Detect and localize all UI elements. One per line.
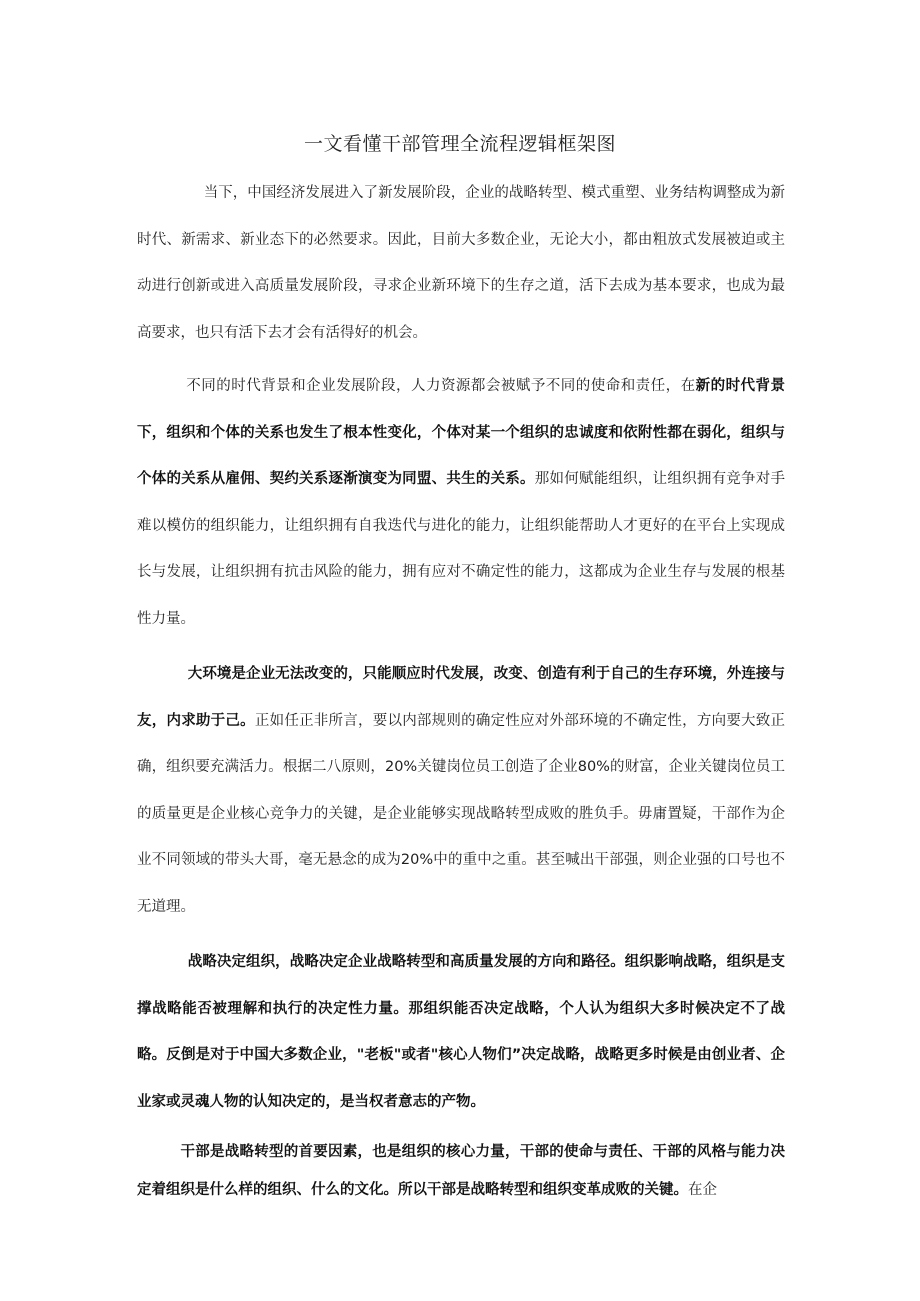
document-title: 一文看懂干部管理全流程逻辑框架图 — [303, 133, 616, 155]
paragraph-2 — [137, 363, 785, 643]
paragraph-2-rest: 那如何赋能组织，让组织拥有竞争对手难以模仿的组织能力，让组织拥有自我迭代与进化的能力，让组织能帮助人才更好的在平台上实现成长与发展，让组织拥有抗击风险的能力，拥有应对不确定性的能力，这都成为企业生存与发展的根基性力量。 — [137, 471, 786, 627]
paragraph-5-rest: 在企 — [688, 1182, 717, 1198]
paragraph-4 — [137, 939, 785, 1125]
paragraph-2-lead: 不同的时代背景和企业发展阶段，人力资源都会被赋予不同的使命和责任，在 — [186, 378, 696, 394]
paragraph-4-bold: 战略决定组织，战略决定企业战略转型和高质量发展的方向和路径。组织影响战略，组织是支撑战略能否被理解和执行的决定性力量。那组织能否决定战略，个人认为组织大多时候决定不了战略。反倒是对于中国大多数企业，"老板"或者"核心人物们”决定战略，战略更多时候是由创业者、企业家或灵魂人物的认知决定的，是当权者意志的产物。 — [137, 954, 785, 1110]
paragraph-1-text: 当下，中国经济发展进入了新发展阶段，企业的战略转型、模式重塑、业务结构调整成为新时代、新需求、新业态下的必然要求。因此，目前大多数企业，无论大小，都由粗放式发展被迫或主动进行创新或进入高质量发展阶段，寻求企业新环境下的生存之道，活下去成为基本要求，也成为最高要求，也只有活下去才会有活得好的机会。 — [137, 185, 785, 341]
paragraph-3-rest: 正如任正非所言，要以内部规则的确定性应对外部环境的不确定性，方向要大致正确，组织要充满活力。根据二八原则，20%关键岗位员工创造了企业80%的财富，企业关键岗位员工的质量更是企业核心竞争力的关键，是企业能够实现战略转型成败的胜负手。毋庸置疑，干部作为企业不同领域的带头大哥，毫无悬念的成为20%中的重中之重。甚至喊出干部强，则企业强的口号也不无道理。 — [137, 712, 786, 915]
paragraph-3-bold: 大环境是企业无法改变的，只能顺应时代发展，改变、创造有利于自己的生存环境，外连接与友，内求助于己。 — [137, 666, 785, 729]
paragraph-5-bold: 干部是战略转型的首要因素，也是组织的核心力量，干部的使命与责任、干部的风格与能力决定着组织是什么样的组织、什么的文化。所以干部是战略转型和组织变革成败的关键。 — [137, 1144, 785, 1198]
paragraph-5 — [137, 1133, 785, 1209]
paragraph-1 — [137, 170, 785, 356]
paragraph-3 — [137, 651, 785, 931]
paragraph-2-bold: 新的时代背景下，组织和个体的关系也发生了根本性变化，个体对某一个组织的忠诚度和依附性都在弱化，组织与个体的关系从雇佣、契约关系逐渐演变为同盟、共生的关系。 — [137, 378, 786, 488]
